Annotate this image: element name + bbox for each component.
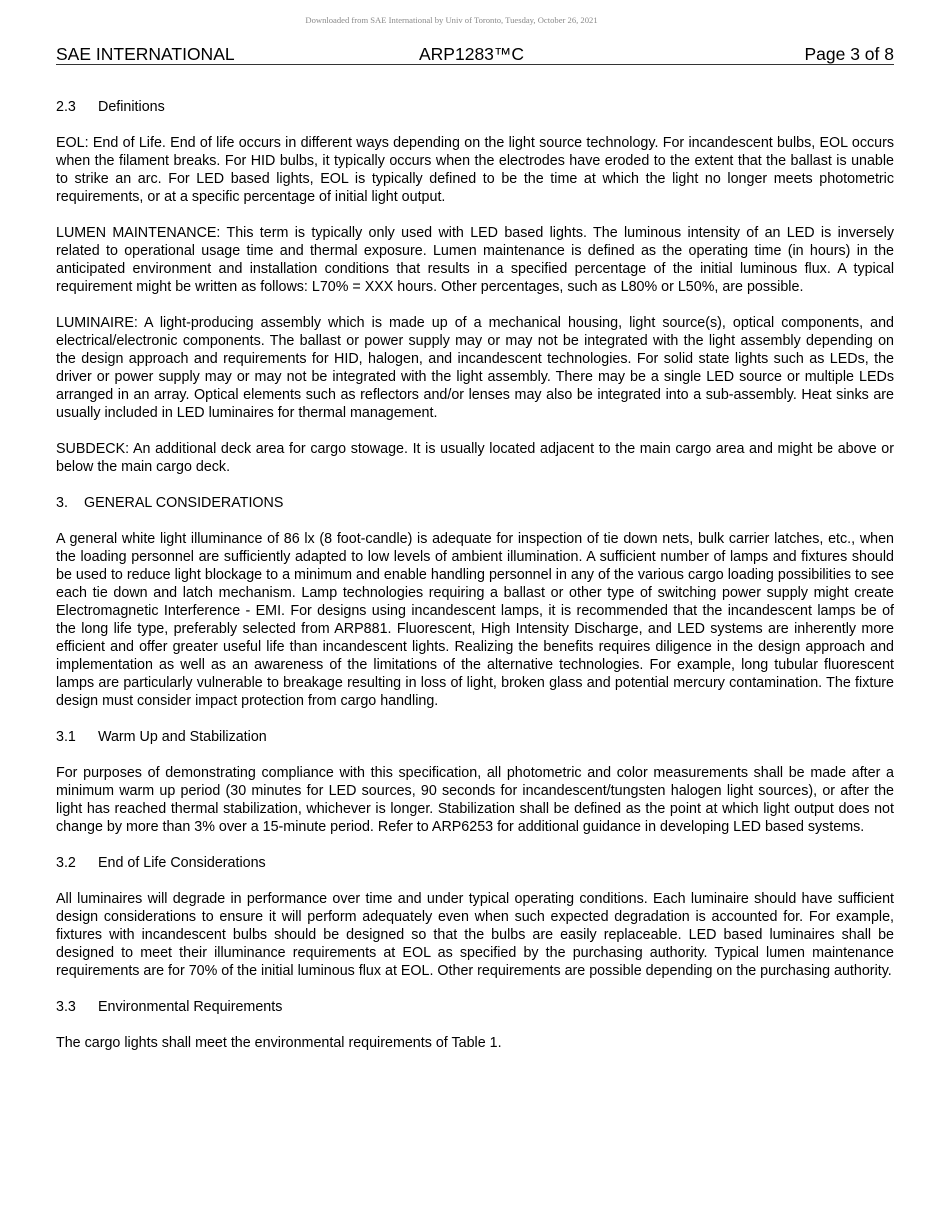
definition-eol: EOL: End of Life. End of life occurs in different ways depending on the light source technology. For incandescent bulbs, EOL occurs when the filament breaks. For HID bulbs, it typically occurs when the electrodes have eroded to the extent that the ballast is unable to strike an arc. For LED based lights, EOL is typically defined to be the time at which the light no longer meets photometric requirements, or at a specific percentage of initial light output. — [56, 135, 894, 205]
section-heading-3 — [56, 494, 894, 512]
section-number: 2.3 — [56, 99, 76, 115]
section-title: End of Life Considerations — [98, 855, 266, 871]
section-3-3-body: The cargo lights shall meet the environmental requirements of Table 1. — [56, 1035, 502, 1051]
header-doc-id: ARP1283™C — [419, 44, 525, 64]
definition-luminaire: LUMINAIRE: A light-producing assembly which is made up of a mechanical housing, light source(s), optical components, and electrical/electronic components. The ballast or power supply may or may not be integrated with the light assembly depending on the design approach and requirements for HID, halogen, and incandescent technologies. For solid state lights such as LEDs, the driver or power supply may or may not be integrated with the light assembly. There may be a single LED source or multiple LEDs arranged in an array. Optical elements such as reflectors and/or lenses may also be integrated into a sub-assembly. Heat sinks are usually included in LED luminaires for thermal management. — [56, 315, 894, 421]
document-body — [56, 98, 894, 1070]
section-heading-3-1 — [56, 728, 894, 746]
section-title: GENERAL CONSIDERATIONS — [84, 495, 284, 511]
download-watermark: Downloaded from SAE International by Univ of Toronto, Tuesday, October 26, 2021 — [305, 15, 598, 25]
section-number: 3. — [56, 495, 68, 511]
section-heading-3-3 — [56, 998, 894, 1016]
section-number: 3.3 — [56, 999, 76, 1015]
page-header — [56, 44, 894, 65]
definition-lumen-maintenance: LUMEN MAINTENANCE: This term is typically only used with LED based lights. The luminous intensity of an LED is inversely related to operational usage time and thermal exposure. Lumen maintenance is defined as the operating time (in hours) in the anticipated environment and installation conditions that results in a specified percentage of the initial luminous flux. A typical requirement might be written as follows: L70% = XXX hours. Other percentages, such as L80% or L50%, are possible. — [56, 225, 894, 295]
section-3-2-body: All luminaires will degrade in performance over time and under typical operating conditions. Each luminaire should have sufficient design considerations to ensure it will perform adequately even when such expected degradation is accounted for. For example, fixtures with incandescent bulbs should be designed so that the bulbs are easily replaceable. LED based luminaires shall be designed to meet their illuminance requirements at EOL as specified by the purchasing authority. Typical lumen maintenance requirements are for 70% of the initial luminous flux at EOL. Other requirements are possible depending on the purchasing authority. — [56, 891, 894, 979]
section-heading-2-3 — [56, 98, 894, 116]
header-org: SAE INTERNATIONAL — [56, 44, 235, 64]
section-number: 3.2 — [56, 855, 76, 871]
section-title: Warm Up and Stabilization — [98, 729, 267, 745]
header-page-number: Page 3 of 8 — [804, 44, 894, 64]
section-3-body: A general white light illuminance of 86 lx (8 foot-candle) is adequate for inspection of tie down nets, bulk carrier latches, etc., when the loading personnel are sufficiently adapted to low levels of ambient illumination. A sufficient number of lamps and fixtures should be used to reduce light blockage to a minimum and enable handling personnel in any of the various cargo loading possibilities to see each tie down and latch mechanism. Lamp technologies requiring a ballast or other type of switching power supply might create Electromagnetic Interference - EMI. For designs using incandescent lamps, it is recommended that the incandescent lamps be of the long life type, preferably selected from ARP881. Fluorescent, High Intensity Discharge, and LED systems are inherently more efficient and offer greater useful life than incandescent lights. Realizing the benefits requires diligence in the design approach and implementation as well as an awareness of the limitations of the alternative technologies. For example, long tubular fluorescent lamps are particularly vulnerable to breakage resulting in loss of light, broken glass and potential mercury contamination. The fixture design must consider impact protection from cargo handling. — [56, 531, 894, 709]
section-heading-3-2 — [56, 854, 894, 872]
section-title: Definitions — [98, 99, 165, 115]
section-3-1-body: For purposes of demonstrating compliance with this specification, all photometric and color measurements shall be made after a minimum warm up period (30 minutes for LED sources, 90 seconds for incandescent/tungsten halogen light sources), or after the light has reached thermal stabilization, whichever is longer. Stabilization shall be defined as the point at which light output does not change by more than 3% over a 15-minute period. Refer to ARP6253 for additional guidance in developing LED based systems. — [56, 765, 894, 835]
section-title: Environmental Requirements — [98, 999, 283, 1015]
section-number: 3.1 — [56, 729, 76, 745]
definition-subdeck: SUBDECK: An additional deck area for cargo stowage. It is usually located adjacent to the main cargo area and might be above or below the main cargo deck. — [56, 441, 894, 475]
